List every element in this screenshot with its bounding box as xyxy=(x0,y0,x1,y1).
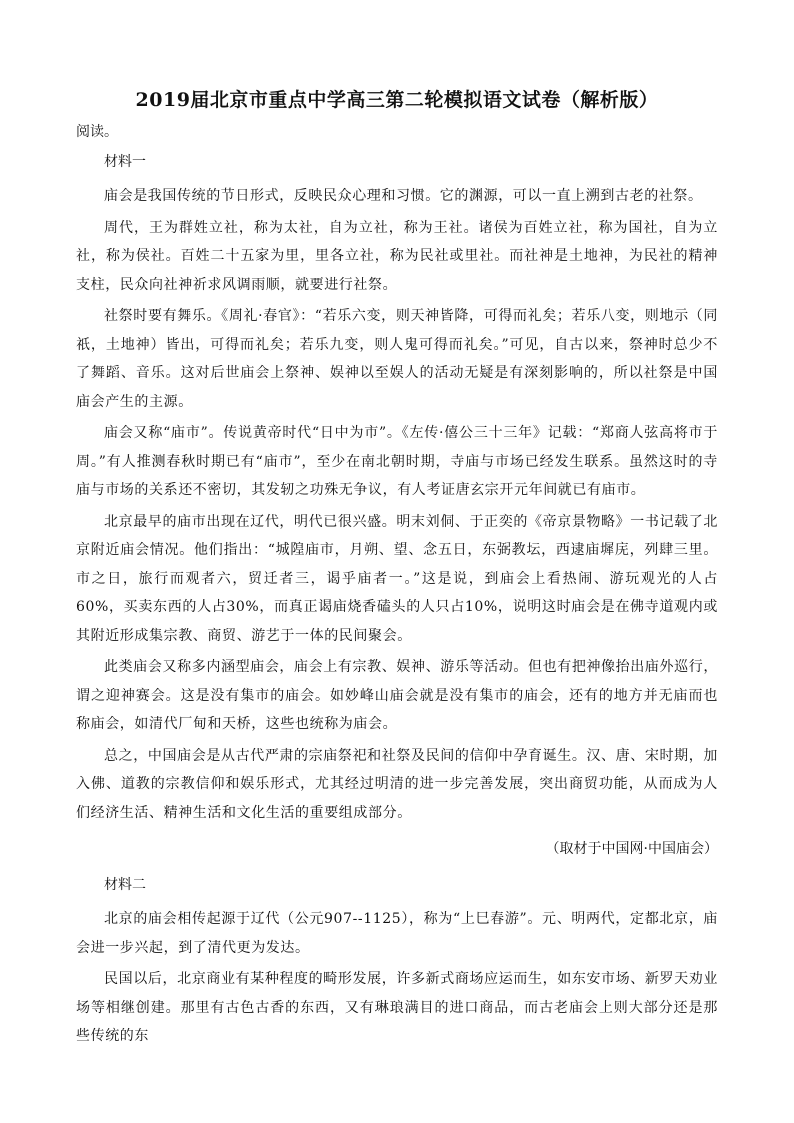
material-two-paragraph-1: 北京的庙会相传起源于辽代（公元907--1125），称为“上巳春游”。元、明两代，定都北京，庙会进一步兴起，到了清代更为发达。 xyxy=(76,911,718,956)
material-one-heading: 材料一 xyxy=(104,154,146,170)
material-two-paragraph-2: 民国以后，北京商业有某种程度的畸形发展，许多新式商场应运而生，如东安市场、新罗天劝业场等相继创建。那里有古色古香的东西，又有琳琅满目的进口商品，而古老庙会上则大部分还是那些传统的东 xyxy=(76,971,718,1044)
material-one-source: （取材于中国网·中国庙会） xyxy=(545,841,718,857)
page-title: 2019届北京市重点中学高三第二轮模拟语文试卷（解析版） xyxy=(135,89,659,111)
material-two xyxy=(76,873,718,1051)
material-one-paragraph-6: 此类庙会又称多内涵型庙会，庙会上有宗教、娱神、游乐等活动。但也有把神像抬出庙外巡行，谓之迎神赛会。这是没有集市的庙会。如妙峰山庙会就是没有集市的庙会，还有的地方并无庙而也称庙会，如清代厂甸和天桥，这些也统称为庙会。 xyxy=(76,659,718,732)
material-one-paragraph-3: 社祭时要有舞乐。《周礼·春官》：“若乐六变，则天神皆降，可得而礼矣；若乐八变，则地示（同祇，土地神）皆出，可得而礼矣；若乐九变，则人鬼可得而礼矣。”可见，自古以来，祭神时总少不了舞蹈、音乐。这对后世庙会上祭神、娱神以至娱人的活动无疑是有深刻影响的，所以社祭是中国庙会产生的主源。 xyxy=(76,308,718,410)
material-one-paragraph-2: 周代，王为群姓立社，称为太社，自为立社，称为王社。诸侯为百姓立社，称为国社，自为立社，称为侯社。百姓二十五家为里，里各立社，称为民社或里社。而社神是土地神，为民社的精神支柱，民众向社神祈求风调雨顺，就要进行社祭。 xyxy=(76,219,718,293)
material-one-paragraph-1: 庙会是我国传统的节日形式，反映民众心理和习惯。它的渊源，可以一直上溯到古老的社祭。 xyxy=(104,188,703,204)
material-one xyxy=(76,150,718,861)
material-one-paragraph-4: 庙会又称“庙市”。传说黄帝时代“日中为市”。《左传·僖公三十三年》记载：“郑商人弦高将市于周。”有人推测春秋时期已有“庙市”，至少在南北朝时期，寺庙与市场已经发生联系。虽然这时的寺庙与市场的关系还不密切，其发轫之功殊无争议，有人考证唐玄宗开元年间就已有庙市。 xyxy=(76,425,718,498)
material-two-heading: 材料二 xyxy=(104,877,146,893)
material-one-paragraph-7: 总之，中国庙会是从古代严肃的宗庙祭祀和社祭及民间的信仰中孕育诞生。汉、唐、宋时期，加入佛、道教的宗教信仰和娱乐形式，尤其经过明清的进一步完善发展，突出商贸功能，从而成为人们经济生活、精神生活和文化生活的重要组成部分。 xyxy=(76,747,718,821)
material-one-paragraph-5: 北京最早的庙市出现在辽代，明代已很兴盛。明末刘侗、于正奕的《帝京景物略》一书记载了北京附近庙会情况。他们指出：“城隍庙市，月朔、望、念五日，东弼教坛，西逮庙墀庑，列肆三里。市之日，旅行而观者六，贸迁者三，谒乎庙者一。”这是说，到庙会上看热闹、游玩观光的人占60%，买卖东西的人占30%，而真正谒庙烧香磕头的人只占10%，说明这时庙会是在佛寺道观内或其附近形成集宗教、商贸、游艺于一体的民间聚会。 xyxy=(76,513,718,644)
reading-instruction: 阅读。 xyxy=(76,124,118,140)
